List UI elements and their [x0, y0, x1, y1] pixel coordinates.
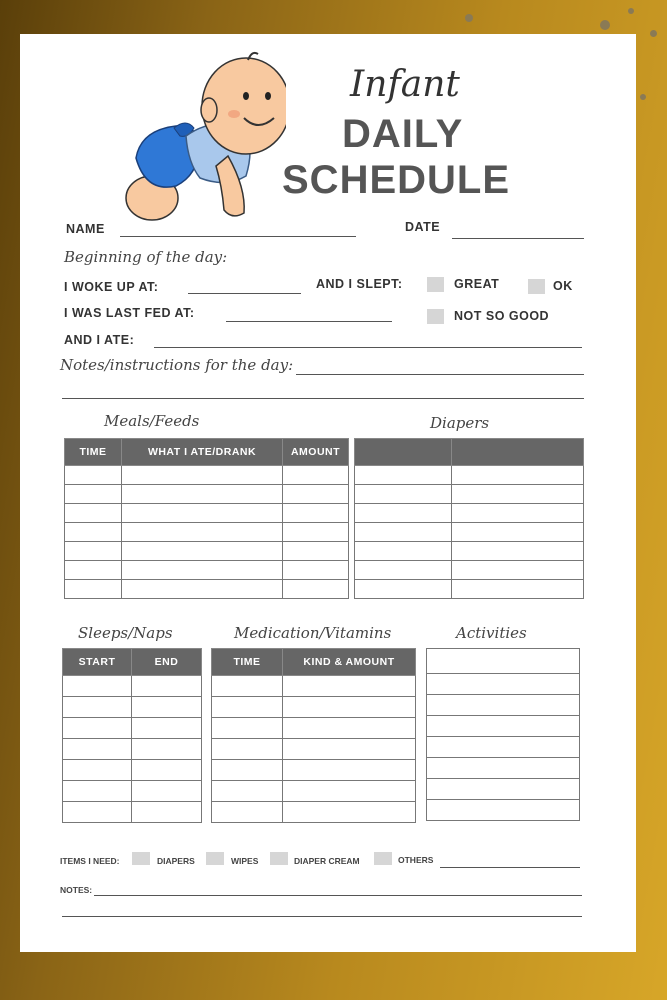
table-row[interactable] [63, 676, 202, 697]
sleeps-table [62, 648, 202, 823]
table-row[interactable] [212, 676, 416, 697]
diapers-title: Diapers [430, 414, 490, 432]
table-row[interactable] [427, 649, 580, 674]
diaper-cream-checkbox[interactable] [270, 852, 288, 865]
table-row[interactable] [427, 779, 580, 800]
table-row[interactable] [212, 760, 416, 781]
table-row[interactable] [355, 466, 584, 485]
ok-checkbox[interactable] [528, 279, 545, 294]
great-checkbox[interactable] [427, 277, 444, 292]
diapers-table [354, 438, 584, 599]
woke-up-label: I WOKE UP AT: [64, 280, 159, 294]
table-row[interactable] [212, 739, 416, 760]
diaper-cream-item-label: DIAPER CREAM [294, 856, 360, 866]
notes-line-a[interactable] [94, 895, 582, 896]
table-row[interactable] [65, 523, 349, 542]
medication-header-kind: KIND & AMOUNT [283, 649, 416, 676]
table-row[interactable] [65, 485, 349, 504]
table-row[interactable] [427, 695, 580, 716]
sleeps-header-start: START [63, 649, 132, 676]
others-item-label: OTHERS [398, 855, 434, 865]
table-row[interactable] [212, 718, 416, 739]
meals-table [64, 438, 349, 599]
great-label: GREAT [454, 277, 500, 291]
table-row[interactable] [427, 758, 580, 779]
name-label: NAME [66, 222, 105, 236]
sleeps-title: Sleeps/Naps [78, 624, 173, 642]
activities-title: Activities [456, 624, 527, 642]
meals-header-time: TIME [65, 439, 122, 466]
activities-table [426, 648, 580, 821]
last-fed-line[interactable] [226, 321, 392, 322]
ok-label: OK [553, 279, 573, 293]
table-row[interactable] [63, 781, 202, 802]
table-row[interactable] [63, 739, 202, 760]
medication-table [211, 648, 416, 823]
title-daily: DAILY [342, 112, 464, 156]
notes-line-b[interactable] [62, 916, 582, 917]
name-line[interactable] [120, 236, 356, 237]
table-row[interactable] [63, 802, 202, 823]
ate-label: AND I ATE: [64, 333, 135, 347]
table-row[interactable] [65, 580, 349, 599]
sleeps-header-end: END [132, 649, 202, 676]
table-row[interactable] [65, 466, 349, 485]
notes-instructions-label: Notes/instructions for the day: [60, 356, 294, 374]
table-row[interactable] [212, 781, 416, 802]
date-line[interactable] [452, 238, 584, 239]
notes-line-2[interactable] [62, 398, 584, 399]
baby-crawling-icon [116, 48, 286, 228]
table-row[interactable] [427, 716, 580, 737]
table-row[interactable] [65, 504, 349, 523]
last-fed-label: I WAS LAST FED AT: [64, 306, 195, 320]
table-row[interactable] [63, 718, 202, 739]
table-row[interactable] [427, 674, 580, 695]
diapers-header-1 [355, 439, 452, 466]
ate-line[interactable] [154, 347, 582, 348]
table-row[interactable] [65, 561, 349, 580]
table-row[interactable] [355, 542, 584, 561]
table-row[interactable] [355, 504, 584, 523]
wipes-item-label: WIPES [231, 856, 259, 866]
not-so-good-checkbox[interactable] [427, 309, 444, 324]
title-script: Infant [350, 64, 460, 105]
meals-header-amount: AMOUNT [283, 439, 349, 466]
table-row[interactable] [63, 697, 202, 718]
notes-line-1[interactable] [296, 374, 584, 375]
others-line[interactable] [440, 867, 580, 868]
date-label: DATE [405, 220, 441, 234]
title-schedule: SCHEDULE [282, 158, 511, 202]
wipes-checkbox[interactable] [206, 852, 224, 865]
table-row[interactable] [63, 760, 202, 781]
meals-title: Meals/Feeds [104, 412, 200, 430]
table-row[interactable] [212, 697, 416, 718]
diapers-checkbox[interactable] [132, 852, 150, 865]
not-so-good-label: NOT SO GOOD [454, 309, 550, 323]
medication-header-time: TIME [212, 649, 283, 676]
notes-label: NOTES: [60, 885, 93, 895]
table-row[interactable] [355, 580, 584, 599]
table-row[interactable] [427, 737, 580, 758]
table-row[interactable] [355, 523, 584, 542]
table-row[interactable] [355, 561, 584, 580]
woke-up-line[interactable] [188, 293, 301, 294]
items-label: ITEMS I NEED: [60, 856, 120, 866]
table-row[interactable] [65, 542, 349, 561]
diapers-item-label: DIAPERS [157, 856, 195, 866]
table-row[interactable] [212, 802, 416, 823]
meals-header-what: WHAT I ATE/DRANK [122, 439, 283, 466]
diapers-header-2 [452, 439, 584, 466]
slept-label: AND I SLEPT: [316, 277, 403, 291]
schedule-sheet [20, 34, 636, 952]
medication-title: Medication/Vitamins [234, 624, 392, 642]
beginning-label: Beginning of the day: [64, 248, 228, 266]
others-checkbox[interactable] [374, 852, 392, 865]
table-row[interactable] [427, 800, 580, 821]
table-row[interactable] [355, 485, 584, 504]
